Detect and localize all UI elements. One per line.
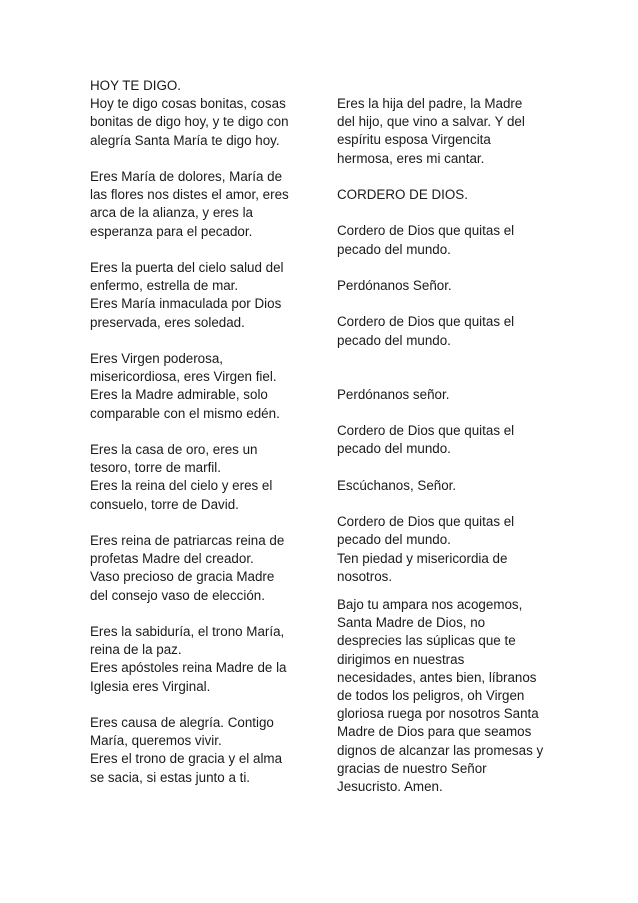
left-column: [90, 77, 310, 787]
text-line: alegría Santa María te digo hoy.: [90, 132, 280, 148]
text-line: gracias de nuestro Señor: [337, 760, 487, 776]
text-line: dirigimos en nuestras: [337, 651, 465, 667]
stanza-5: [90, 441, 310, 514]
text-line: del hijo, que vino a salvar. Y del: [337, 114, 525, 130]
response-1: Perdónanos Señor.: [337, 277, 452, 293]
text-line: esperanza para el pecador.: [90, 223, 253, 239]
text-line: nosotros.: [337, 568, 393, 584]
agnus-dei-4: [337, 513, 559, 586]
text-line: Eres la Madre admirable, solo: [90, 387, 268, 403]
text-line: necesidades, antes bien, líbranos: [337, 669, 537, 685]
text-line: Eres causa de alegría. Contigo: [90, 715, 274, 730]
stanza-7: [90, 623, 310, 696]
text-line: tesoro, torre de marfil.: [90, 460, 221, 476]
text-line: Ten piedad y misericordia de: [337, 550, 508, 566]
text-line: bonitas de digo hoy, y te digo con: [90, 114, 289, 130]
text-line: Hoy te digo cosas bonitas, cosas: [90, 96, 286, 112]
text-line: pecado del mundo.: [337, 532, 451, 548]
text-line: Cordero de Dios que quitas el: [337, 514, 515, 530]
text-line: se sacia, si estas junto a ti.: [90, 769, 251, 785]
text-line: pecado del mundo.: [337, 441, 451, 457]
agnus-dei-3: [337, 422, 559, 458]
text-line: Eres María de dolores, María de: [90, 169, 283, 184]
text-line: Eres la puerta del cielo salud del: [90, 260, 284, 275]
text-line: hermosa, eres mi cantar.: [337, 150, 485, 166]
response-2: Perdónanos señor.: [337, 386, 450, 402]
text-line: misericordiosa, eres Virgen fiel.: [90, 369, 277, 385]
text-line: Eres la casa de oro, eres un: [90, 442, 258, 457]
text-line: Eres María inmaculada por Dios: [90, 296, 282, 312]
stanza-6: [90, 532, 310, 605]
song-title-hoy-te-digo: HOY TE DIGO.: [90, 78, 182, 93]
text-line: espíritu esposa Virgencita: [337, 132, 491, 148]
stanza-4: [90, 350, 310, 423]
stanza-final: [337, 95, 559, 168]
text-line: comparable con el mismo edén.: [90, 405, 280, 421]
text-line: Iglesia eres Virginal.: [90, 678, 211, 694]
stanza-8: [90, 714, 310, 787]
text-line: Madre de Dios para que seamos: [337, 724, 532, 740]
text-line: las flores nos distes el amor, eres: [90, 187, 289, 203]
stanza-3: [90, 259, 310, 332]
text-line: preservada, eres soledad.: [90, 314, 245, 330]
text-line: profetas Madre del creador.: [90, 551, 254, 567]
text-line: Eres la sabiduría, el trono María,: [90, 624, 285, 639]
text-line: enfermo, estrella de mar.: [90, 278, 239, 294]
text-line: Eres Virgen poderosa,: [90, 351, 223, 366]
prayer-sub-tuum: [337, 596, 559, 796]
stanza-2: [90, 168, 310, 241]
text-line: gloriosa ruega por nosotros Santa: [337, 706, 539, 722]
text-line: de todos los peligros, oh Virgen: [337, 687, 525, 703]
text-line: Vaso precioso de gracia Madre: [90, 569, 275, 585]
text-line: Eres apóstoles reina Madre de la: [90, 660, 287, 676]
agnus-dei-2: [337, 313, 559, 349]
song-title-cordero-de-dios: CORDERO DE DIOS.: [337, 187, 468, 202]
text-line: Cordero de Dios que quitas el: [337, 223, 515, 239]
agnus-dei-1: [337, 222, 559, 258]
text-line: Bajo tu ampara nos acogemos,: [337, 596, 523, 612]
text-line: pecado del mundo.: [337, 241, 451, 257]
text-line: arca de la alianza, y eres la: [90, 205, 254, 221]
text-line: desprecies las súplicas que te: [337, 633, 516, 649]
text-line: reina de la paz.: [90, 642, 182, 658]
text-line: pecado del mundo.: [337, 332, 451, 348]
text-line: Cordero de Dios que quitas el: [337, 314, 515, 330]
text-line: Cordero de Dios que quitas el: [337, 423, 515, 439]
text-line: Eres el trono de gracia y el alma: [90, 751, 283, 767]
text-line: dignos de alcanzar las promesas y: [337, 742, 544, 758]
text-line: Eres la reina del cielo y eres el: [90, 478, 273, 494]
text-line: María, queremos vivir.: [90, 733, 222, 749]
stanza-1: [90, 95, 310, 150]
text-line: Eres reina de patriarcas reina de: [90, 533, 285, 548]
right-column: [337, 95, 559, 796]
text-line: Jesucristo. Amen.: [337, 779, 443, 794]
text-line: Santa Madre de Dios, no: [337, 615, 486, 631]
text-line: del consejo vaso de elección.: [90, 587, 265, 603]
response-3: Escúchanos, Señor.: [337, 477, 457, 493]
text-line: Eres la hija del padre, la Madre: [337, 96, 523, 111]
text-line: consuelo, torre de David.: [90, 496, 239, 512]
